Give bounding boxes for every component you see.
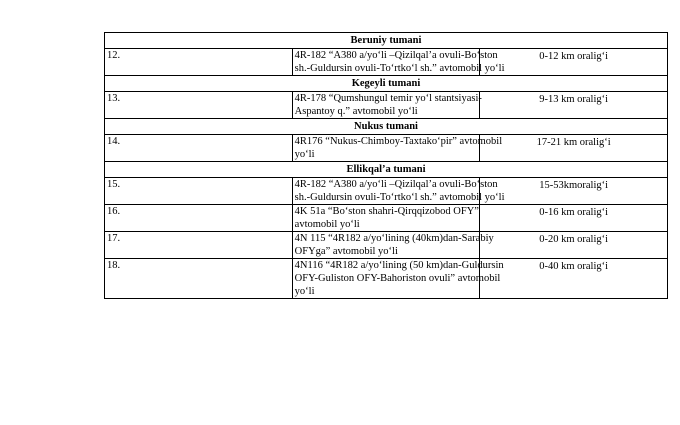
road-name-cell: [292, 232, 494, 259]
distance-range-cell: 0-20 km oralig‘i: [480, 232, 668, 259]
road-name-line: yo‘li: [294, 286, 315, 297]
road-name-cell: [292, 135, 503, 162]
road-name-line: OFY-Guliston OFY-Bahoriston ovuli” avtomobil: [294, 273, 501, 284]
table-row: [105, 92, 668, 119]
table-row: [105, 205, 668, 232]
road-name-line: OFYga” avtomobil yo‘li: [294, 246, 398, 257]
section-header-row: [105, 33, 668, 49]
road-name-line: 4K 51a “Bo‘ston shahri-Qirqqizobod OFY”: [294, 206, 479, 217]
section-title: Beruniy tumani: [105, 33, 668, 49]
distance-range-cell: 15-53kmoralig‘i: [480, 178, 668, 205]
table-row: [105, 232, 668, 259]
row-number: 16.: [105, 205, 293, 232]
section-title: Nukus tumani: [105, 119, 668, 135]
road-name-line: 4N116 “4R182 a/yo‘lining (50 km)dan-Guldursin: [294, 260, 504, 271]
road-name-cell: [292, 259, 504, 299]
distance-range-cell: 0-16 km oralig‘i: [480, 205, 668, 232]
table-row: [105, 259, 668, 299]
section-header-row: [105, 119, 668, 135]
table-row: [105, 49, 668, 76]
row-number: 17.: [105, 232, 293, 259]
table-row: [105, 178, 668, 205]
distance-range-cell: 17-21 km oralig‘i: [480, 135, 668, 162]
road-name-cell: [292, 49, 505, 76]
row-number: 15.: [105, 178, 293, 205]
road-name-line: 4R176 “Nukus-Chimboy-Taxtako‘pir” avtomobil: [294, 136, 503, 147]
table-row: [105, 135, 668, 162]
road-name-line: avtomobil yo‘li: [294, 219, 360, 230]
row-number: 13.: [105, 92, 293, 119]
row-number: 12.: [105, 49, 293, 76]
row-number: 18.: [105, 259, 293, 299]
roads-table: [104, 32, 668, 299]
road-name-line: 4N 115 “4R182 a/yo‘lining (40km)dan-Sarabiy: [294, 233, 494, 244]
road-name-line: yo‘li: [294, 149, 315, 160]
distance-range-cell: 9-13 km oralig‘i: [480, 92, 668, 119]
distance-range-cell: 0-40 km oralig‘i: [480, 259, 668, 299]
road-name-line: 4R-182 “A380 a/yo‘li –Qizilqal’a ovuli-Bo‘ston: [294, 50, 498, 61]
section-title: Ellikqal’a tumani: [105, 162, 668, 178]
distance-range-cell: 0-12 km oralig‘i: [480, 49, 668, 76]
road-name-line: sh.-Guldursin ovuli-To‘rtko‘l sh.” avtomobil yo‘li: [294, 63, 505, 74]
section-header-row: [105, 76, 668, 92]
row-number: 14.: [105, 135, 293, 162]
section-title: Kegeyli tumani: [105, 76, 668, 92]
road-name-cell: [292, 92, 480, 119]
roads-table-body: [105, 33, 668, 299]
road-name-cell: [292, 178, 505, 205]
section-header-row: [105, 162, 668, 178]
road-name-line: 4R-182 “A380 a/yo‘li –Qizilqal’a ovuli-Bo‘ston: [294, 179, 498, 190]
road-name-line: 4R-178 “Qumshungul temir yo‘l stantsiyasi-: [294, 93, 482, 104]
road-name-line: sh.-Guldursin ovuli-To‘rtko‘l sh.” avtomobil yo‘li: [294, 192, 505, 203]
road-name-line: Aspantoy q.” avtomobil yo‘li: [294, 106, 418, 117]
road-name-cell: [292, 205, 480, 232]
